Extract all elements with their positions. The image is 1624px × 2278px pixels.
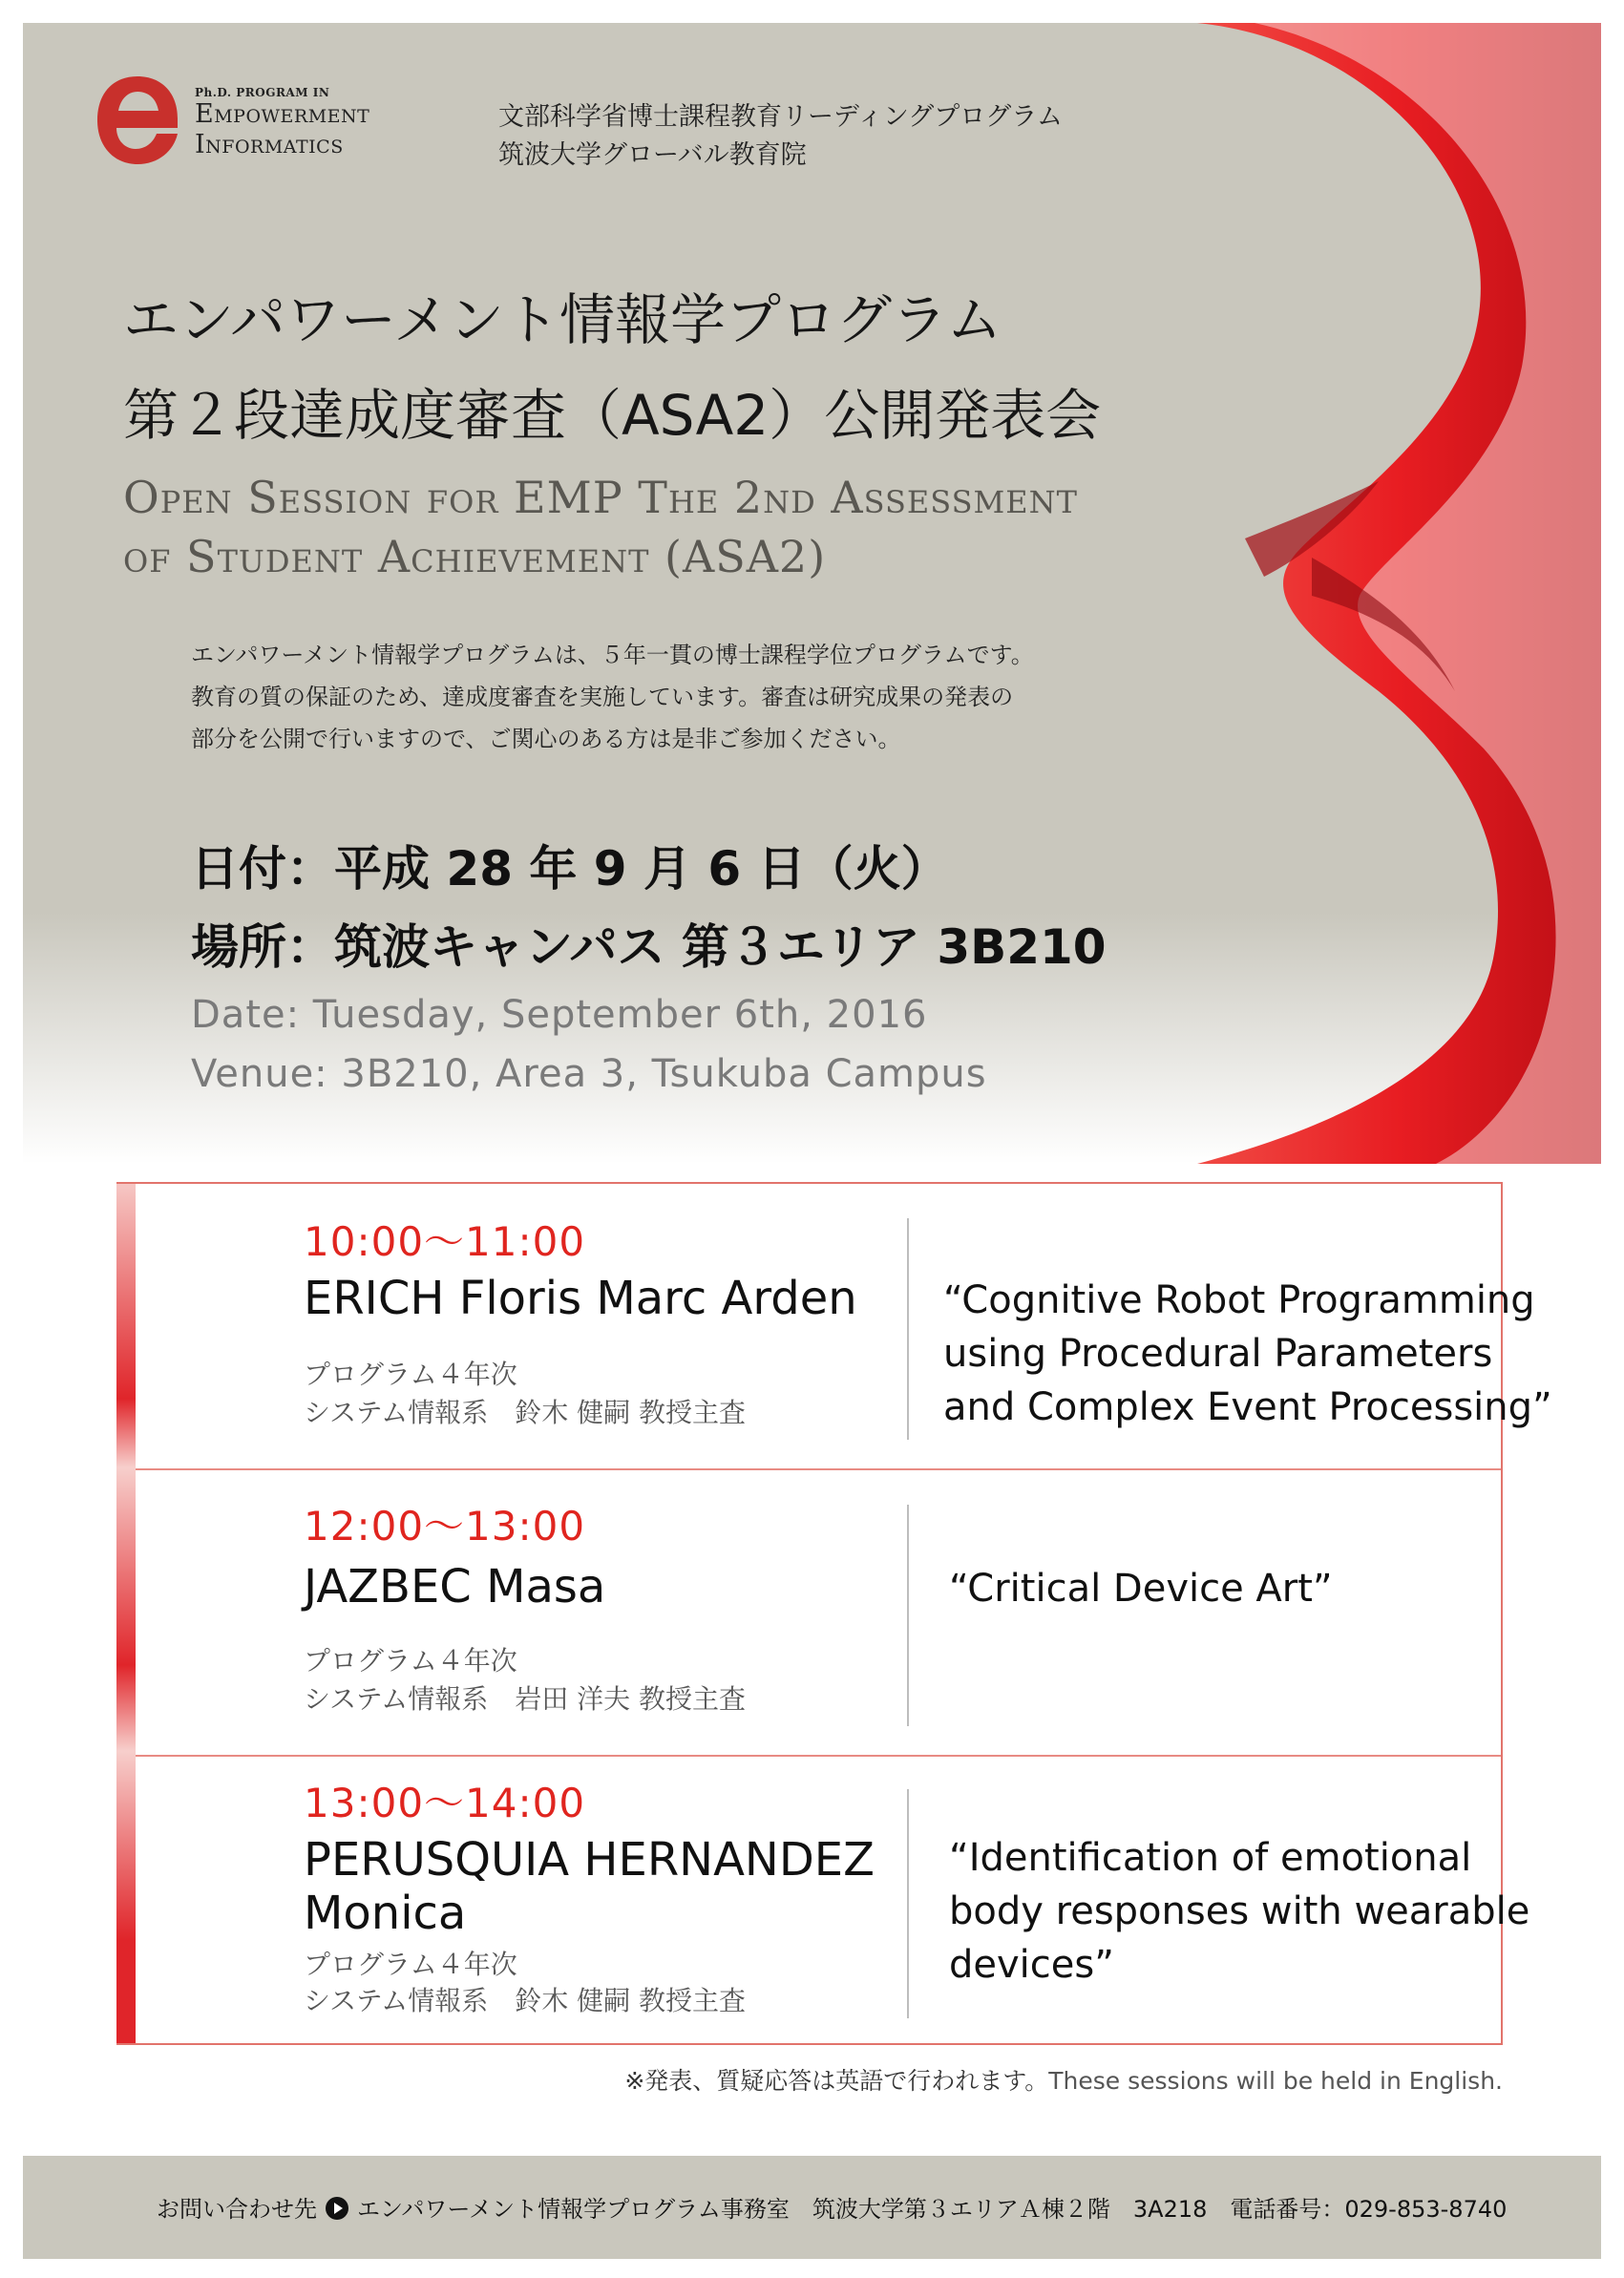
logo-line-informatics: Informatics bbox=[195, 130, 344, 159]
talk-title-line: devices” bbox=[949, 1943, 1114, 1987]
hero-section bbox=[23, 23, 1601, 1164]
session-row bbox=[136, 1757, 1530, 2045]
presenter-examiner: システム情報系 岩田 洋夫 教授主査 bbox=[304, 1683, 747, 1715]
row-separator bbox=[907, 1505, 909, 1726]
contact-label: お問い合わせ先 bbox=[157, 2196, 317, 2223]
description-line-3: 部分を公開で行いますので、ご関心のある方は是非ご参加ください。 bbox=[191, 726, 901, 752]
language-note-en: These sessions will be held in English. bbox=[1048, 2067, 1503, 2095]
contact-info bbox=[157, 2190, 1507, 2225]
talk-title-line: body responses with wearable bbox=[949, 1889, 1530, 1933]
empowerment-informatics-logo-icon bbox=[90, 71, 185, 171]
logo-subtitle: Ph.D. PROGRAM IN bbox=[195, 86, 330, 99]
org-line-2: 筑波大学グローバル教育院 bbox=[498, 140, 807, 170]
presenter-name: JAZBEC Masa bbox=[304, 1560, 606, 1614]
play-circle-icon bbox=[325, 2196, 349, 2221]
language-note-jp: ※発表、質疑応答は英語で行われます。 bbox=[624, 2067, 1049, 2095]
org-line-1: 文部科学省博士課程教育リーディングプログラム bbox=[498, 102, 1064, 132]
session-time: 10:00～11:00 bbox=[304, 1218, 586, 1265]
session-time: 13:00～14:00 bbox=[304, 1780, 586, 1826]
presenter-name: ERICH Floris Marc Arden bbox=[304, 1272, 857, 1325]
session-time: 12:00～13:00 bbox=[304, 1503, 586, 1550]
event-date-en: Date: Tuesday, September 6th, 2016 bbox=[191, 993, 928, 1037]
talk-title-line: “Cognitive Robot Programming bbox=[943, 1278, 1535, 1322]
presenter-examiner: システム情報系 鈴木 健嗣 教授主査 bbox=[304, 1985, 747, 2016]
event-venue-en: Venue: 3B210, Area 3, Tsukuba Campus bbox=[191, 1052, 987, 1096]
presenter-name: PERUSQUIA HERNANDEZ bbox=[304, 1833, 875, 1887]
row-separator bbox=[907, 1789, 909, 2018]
logo-line-empowerment: Empowerment bbox=[195, 99, 370, 129]
row-separator bbox=[907, 1218, 909, 1440]
title-en-line-2: of Student Achievement (ASA2) bbox=[123, 531, 827, 582]
contact-details: エンパワーメント情報学プログラム事務室 筑波大学第３エリアＡ棟２階 3A218 電話番号：029-853-8740 bbox=[357, 2196, 1508, 2223]
presenter-year: プログラム４年次 bbox=[304, 1645, 517, 1677]
language-note bbox=[624, 2062, 1503, 2097]
talk-title-line: and Complex Event Processing” bbox=[943, 1385, 1552, 1429]
talk-title-line: “Critical Device Art” bbox=[949, 1567, 1333, 1611]
event-date-jp: 日付：平成 28 年 9 月 6 日（火） bbox=[191, 841, 949, 896]
description-line-1: エンパワーメント情報学プログラムは、５年一貫の博士課程学位プログラムです。 bbox=[191, 642, 1034, 668]
contact-footer bbox=[23, 2156, 1601, 2259]
description-line-2: 教育の質の保証のため、達成度審査を実施しています。審査は研究成果の発表の bbox=[191, 684, 1014, 710]
talk-title-line: using Procedural Parameters bbox=[943, 1332, 1493, 1376]
schedule-accent-bar bbox=[116, 1184, 136, 2043]
presenter-year: プログラム４年次 bbox=[304, 1359, 517, 1390]
session-row bbox=[136, 1470, 1501, 1757]
schedule-table bbox=[116, 1182, 1552, 2045]
title-en-line-1: Open Session for EMP The 2nd Assessment bbox=[123, 472, 1079, 523]
presenter-examiner: システム情報系 鈴木 健嗣 教授主査 bbox=[304, 1397, 747, 1428]
event-venue-jp: 場所：筑波キャンパス 第３エリア 3B210 bbox=[191, 919, 1107, 975]
presenter-name: Monica bbox=[304, 1887, 467, 1940]
talk-title-line: “Identification of emotional bbox=[949, 1836, 1472, 1880]
presenter-year: プログラム４年次 bbox=[304, 1949, 517, 1980]
title-jp-line-2: 第２段達成度審査（ASA2）公開発表会 bbox=[123, 383, 1102, 448]
title-jp-line-1: エンパワーメント情報学プログラム bbox=[123, 287, 1002, 352]
session-row bbox=[136, 1184, 1552, 1470]
